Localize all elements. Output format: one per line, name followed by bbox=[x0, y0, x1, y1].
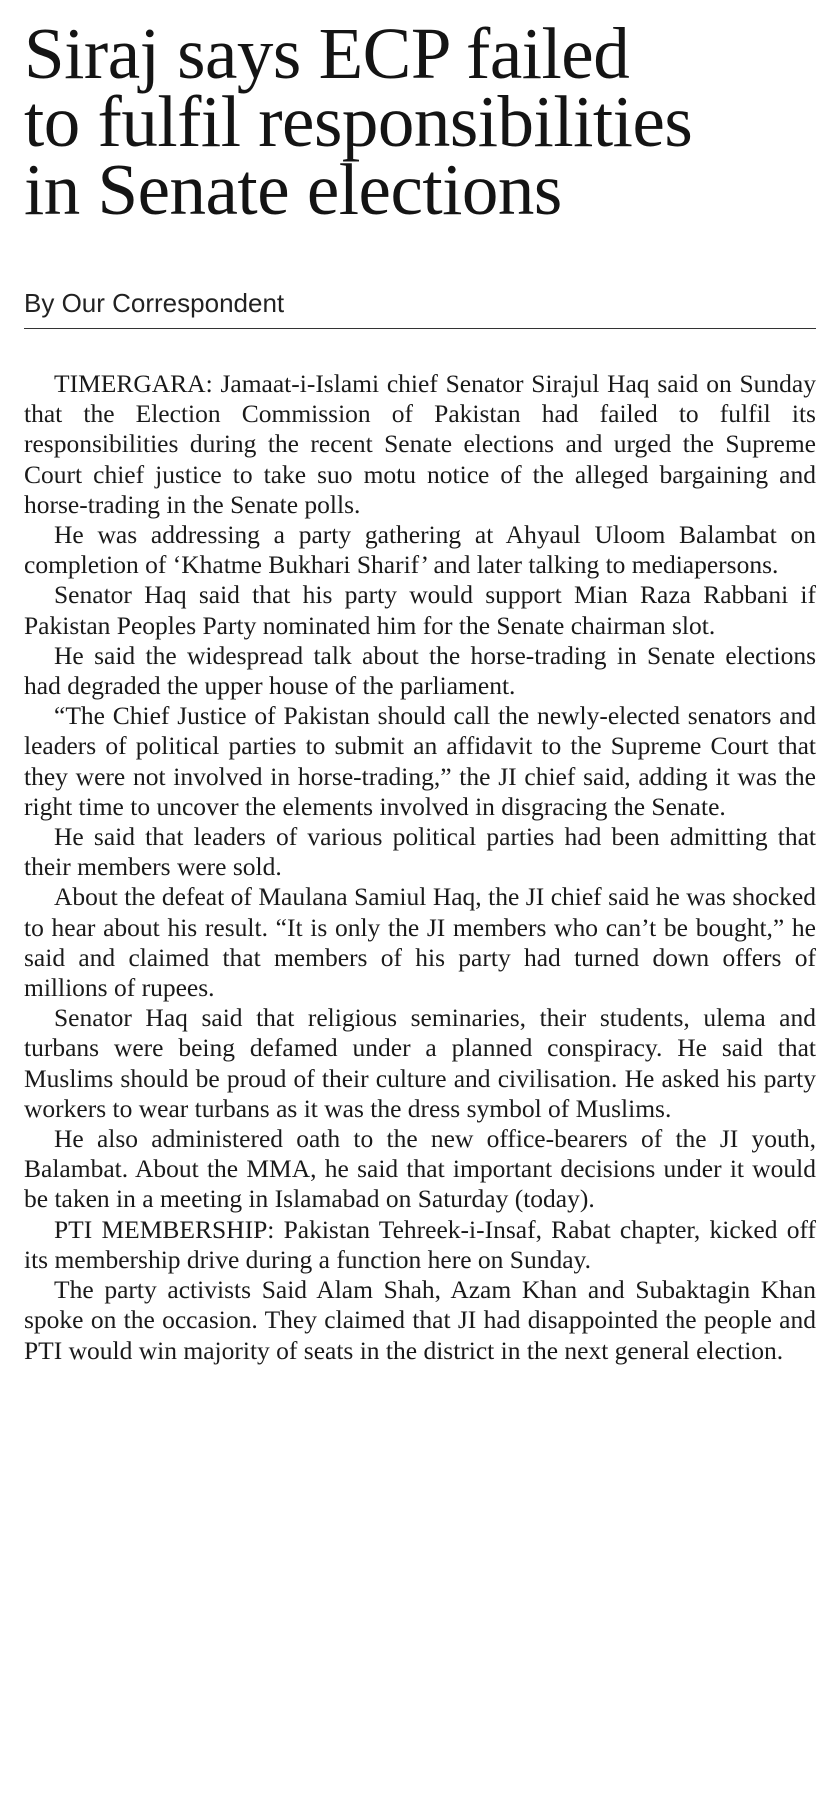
paragraph-4: He said the widespread talk about the horse-trading in Senate elections had degraded the upper house of the parliament. bbox=[24, 640, 816, 701]
byline-rule bbox=[24, 286, 816, 329]
headline-line-2: to fulfil responsibilities bbox=[24, 81, 693, 162]
paragraph-3: Senator Haq said that his party would support Mian Raza Rabbani if Pakistan Peoples Party nominated him for the Senate chairman slot. bbox=[24, 580, 816, 640]
paragraph-9: He also administered oath to the new office-bearers of the JI youth, Balambat. About the MMA, he said that important decisions under it would be taken in a meeting in Islamabad on Saturday (today). bbox=[24, 1124, 816, 1214]
headline-line-3: in Senate elections bbox=[24, 149, 562, 230]
paragraph-7: About the defeat of Maulana Samiul Haq, the JI chief said he was shocked to hear about his result. “It is only the JI members who can’t be bought,” he said and claimed that members of his party had turned down offers of millions of rupees. bbox=[24, 882, 816, 1003]
article-body bbox=[24, 369, 816, 1366]
paragraph-11: The party activists Said Alam Shah, Azam Khan and Subaktagin Khan spoke on the occasion. They claimed that JI had disappointed the people and PTI would win majority of seats in the district in the next general election. bbox=[24, 1275, 816, 1365]
news-article bbox=[24, 13, 816, 1366]
paragraph-8: Senator Haq said that religious seminaries, their students, ulema and turbans were being defamed under a planned conspiracy. He said that Muslims should be proud of their culture and civilisation. He asked his party workers to wear turbans as it was the dress symbol of Muslims. bbox=[24, 1003, 816, 1123]
paragraph-10: PTI MEMBERSHIP: Pakistan Tehreek-i-Insaf, Rabat chapter, kicked off its membership drive during a function here on Sunday. bbox=[24, 1214, 816, 1274]
byline: By Our Correspondent bbox=[24, 288, 285, 318]
paragraph-1: TIMERGARA: Jamaat-i-Islami chief Senator Sirajul Haq said on Sunday that the Election Commission of Pakistan had failed to fulfil its responsibilities during the recent Senate elections and urged the Supreme Court chief justice to take suo motu notice of the alleged bargaining and horse-trading in the Senate polls. bbox=[24, 369, 816, 519]
paragraph-6: He said that leaders of various political parties had been admitting that their members were sold. bbox=[24, 822, 816, 882]
paragraph-5: “The Chief Justice of Pakistan should call the newly-elected senators and leaders of political parties to submit an affidavit to the Supreme Court that they were not involved in horse-trading,” the JI chief said, adding it was the right time to uncover the elements involved in disgracing the Senate. bbox=[24, 701, 816, 821]
headline bbox=[24, 13, 816, 230]
headline-line-1: Siraj says ECP failed bbox=[24, 13, 630, 94]
paragraph-2: He was addressing a party gathering at Ahyaul Uloom Balambat on completion of ‘Khatme Bukhari Sharif’ and later talking to mediapersons. bbox=[24, 520, 816, 580]
